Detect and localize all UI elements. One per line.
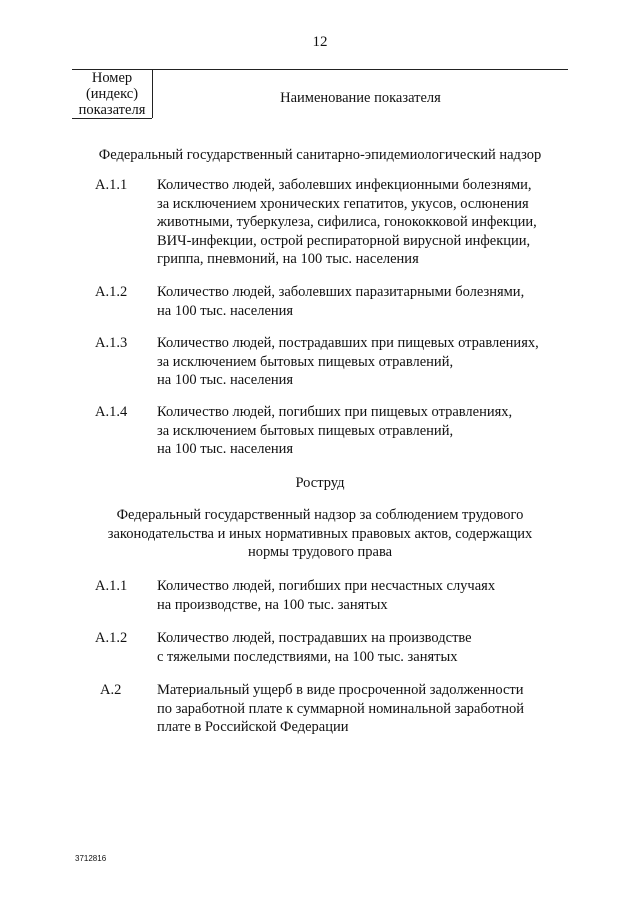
indicator-line: за исключением бытовых пищевых отравлений, (157, 353, 454, 370)
table-header-code-column (72, 70, 152, 118)
indicator-line: за исключением хронических гепатитов, укусов, ослюнения (157, 195, 529, 212)
indicator-text (157, 403, 577, 459)
indicator-text (157, 681, 577, 737)
indicator-line: Количество людей, погибших при несчастных случаях (157, 578, 496, 594)
section-title-line: нормы трудового права (247, 544, 393, 560)
indicator-line: на 100 тыс. населения (157, 441, 294, 457)
header-code-line: Номер (91, 70, 133, 86)
indicator-line: Количество людей, погибших при пищевых отравлениях, (157, 404, 513, 420)
indicator-text (157, 629, 577, 666)
indicator-line: гриппа, пневмоний, на 100 тыс. населения (157, 251, 419, 267)
section-title (60, 506, 580, 562)
indicator-code: А.1.4 (95, 404, 128, 420)
indicator-line: животными, туберкулеза, сифилиса, гонококковой инфекции, (157, 214, 537, 230)
section-title-line: законодательства и иных нормативных правовых актов, содержащих (107, 525, 533, 542)
indicator-text (157, 283, 577, 320)
indicator-line: с тяжелыми последствиями, на 100 тыс. занятых (157, 648, 458, 665)
document-id: 3712816 (75, 854, 107, 863)
header-code-line: показателя (78, 102, 146, 118)
section-title-line: Федеральный государственный надзор за соблюдением трудового (116, 507, 524, 523)
indicator-line: Количество людей, пострадавших при пищевых отравлениях, (157, 335, 539, 351)
indicator-line: Количество людей, заболевших инфекционными болезнями, (157, 177, 532, 193)
table-header-name-column: Наименование показателя (280, 90, 441, 106)
indicator-line: Количество людей, пострадавших на производстве (157, 630, 472, 646)
table-header-bottom-rule (72, 118, 152, 119)
indicator-line: Количество людей, заболевших паразитарными болезнями, (157, 284, 525, 300)
indicator-code: А.1.2 (95, 284, 128, 300)
section-title: Федеральный государственный санитарно-эпидемиологический надзор (98, 147, 542, 163)
indicator-line: на 100 тыс. населения (157, 372, 294, 388)
header-code-line: (индекс) (85, 86, 139, 102)
indicator-text (157, 577, 577, 614)
page-number: 12 (312, 34, 328, 50)
indicator-line: за исключением бытовых пищевых отравлений, (157, 422, 454, 439)
indicator-line: плате в Российской Федерации (157, 719, 349, 735)
indicator-line: ВИЧ-инфекции, острой респираторной вирусной инфекции, (157, 232, 531, 249)
indicator-text (157, 334, 577, 390)
indicator-line: на 100 тыс. населения (157, 302, 294, 319)
indicator-line: на производстве, на 100 тыс. занятых (157, 596, 388, 613)
indicator-code: А.2 (100, 682, 122, 698)
indicator-code: А.1.3 (95, 335, 128, 351)
indicator-code: А.1.2 (95, 630, 128, 646)
indicator-line: по заработной плате к суммарной номинальной заработной (157, 700, 525, 717)
indicator-line: Материальный ущерб в виде просроченной задолженности (157, 682, 524, 698)
indicator-code: А.1.1 (95, 177, 128, 193)
agency-name: Роструд (295, 475, 345, 491)
indicator-code: А.1.1 (95, 578, 128, 594)
indicator-text (157, 176, 577, 269)
